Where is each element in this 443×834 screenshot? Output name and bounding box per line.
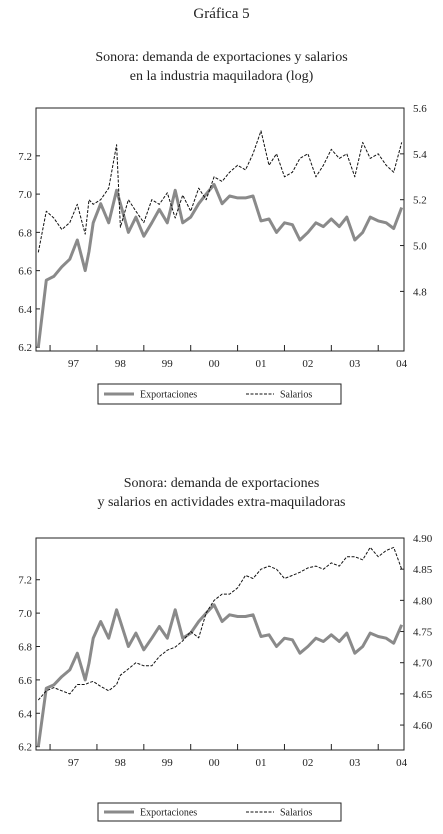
chart-2-right-tick-label-3: 4.75	[413, 626, 433, 639]
chart-1-right-tick-label-3: 5.4	[413, 148, 427, 161]
chart-1-left-tick-label-0: 6.2	[18, 342, 32, 355]
chart-2-right-tick-label-0: 4.60	[413, 720, 433, 733]
chart-2-legend-label-salarios: Salarios	[280, 807, 313, 819]
chart-2-x-tick-label-0: 97	[68, 757, 80, 769]
chart-1-x-tick-label-5: 02	[302, 358, 314, 370]
chart-2-x-tick-label-5: 02	[302, 757, 314, 769]
chart-2-legend-label-exportaciones: Exportaciones	[140, 807, 198, 819]
chart-1-left-tick-label-3: 6.8	[18, 227, 32, 240]
chart-1-left-tick-label-4: 7.0	[18, 189, 32, 202]
chart-1-right-tick-label-0: 4.8	[413, 286, 427, 299]
chart-2-right-tick-label-2: 4.70	[413, 657, 433, 670]
chart-2-title	[0, 474, 443, 512]
chart-2-title-line-1: Sonora: demanda de exportaciones	[123, 476, 320, 491]
chart-1-x-tick-label-3: 00	[208, 358, 220, 370]
chart-2-x-tick-label-7: 04	[396, 757, 408, 769]
chart-1-right-tick-label-1: 5.0	[413, 240, 427, 253]
chart-2-right-tick-label-5: 4.85	[413, 564, 433, 577]
chart-2-title-line-2: y salarios en actividades extra-maquiladoras	[97, 495, 346, 510]
chart-2-right-tick-label-4: 4.80	[413, 595, 433, 608]
chart-1-title	[0, 48, 443, 86]
chart-1-left-tick-label-5: 7.2	[18, 150, 32, 163]
chart-2-x-tick-label-6: 03	[349, 757, 361, 769]
chart-2-svg	[0, 520, 443, 830]
chart-2-left-tick-label-3: 6.8	[18, 641, 32, 654]
chart-1-x-tick-label-6: 03	[349, 358, 361, 370]
chart-1-left-tick-label-1: 6.4	[18, 303, 32, 316]
chart-1-svg	[0, 96, 443, 416]
chart-1-series-exportaciones-line	[38, 185, 401, 348]
chart-1-legend-label-salarios: Salarios	[280, 389, 313, 401]
chart-1-x-tick-label-1: 98	[114, 358, 126, 370]
figure-title: Gráfica 5	[193, 6, 250, 22]
chart-2-left-tick-label-4: 7.0	[18, 608, 32, 621]
chart-2-x-tick-label-3: 00	[208, 757, 220, 769]
chart-2-x-tick-label-4: 01	[255, 757, 267, 769]
chart-1-title-line-1: Sonora: demanda de exportaciones y salarios	[95, 50, 348, 65]
chart-1-x-tick-label-7: 04	[396, 358, 408, 370]
chart-2-right-tick-label-6: 4.90	[413, 533, 433, 545]
chart-2-x-tick-label-2: 99	[161, 757, 173, 769]
chart-1-legend-label-exportaciones: Exportaciones	[140, 389, 198, 401]
chart-1-title-line-2: en la industria maquiladora (log)	[129, 69, 314, 84]
chart-1-left-tick-label-2: 6.6	[18, 265, 32, 278]
chart-1-x-tick-label-0: 97	[68, 358, 80, 370]
chart-2-series-exportaciones-line	[38, 605, 401, 747]
chart-2-right-tick-label-1: 4.65	[413, 688, 433, 701]
chart-1-x-tick-label-4: 01	[255, 358, 267, 370]
chart-1-right-tick-label-2: 5.2	[413, 194, 427, 207]
chart-1-right-tick-label-4: 5.6	[413, 103, 427, 115]
chart-2-left-tick-label-2: 6.6	[18, 674, 32, 687]
chart-2-x-tick-label-1: 98	[114, 757, 126, 769]
chart-2-series-salarios-line	[38, 547, 401, 700]
chart-2-left-tick-label-5: 7.2	[18, 574, 32, 587]
chart-1-x-tick-label-2: 99	[161, 358, 173, 370]
chart-2-left-tick-label-1: 6.4	[18, 708, 32, 721]
chart-2-left-tick-label-0: 6.2	[18, 741, 32, 754]
